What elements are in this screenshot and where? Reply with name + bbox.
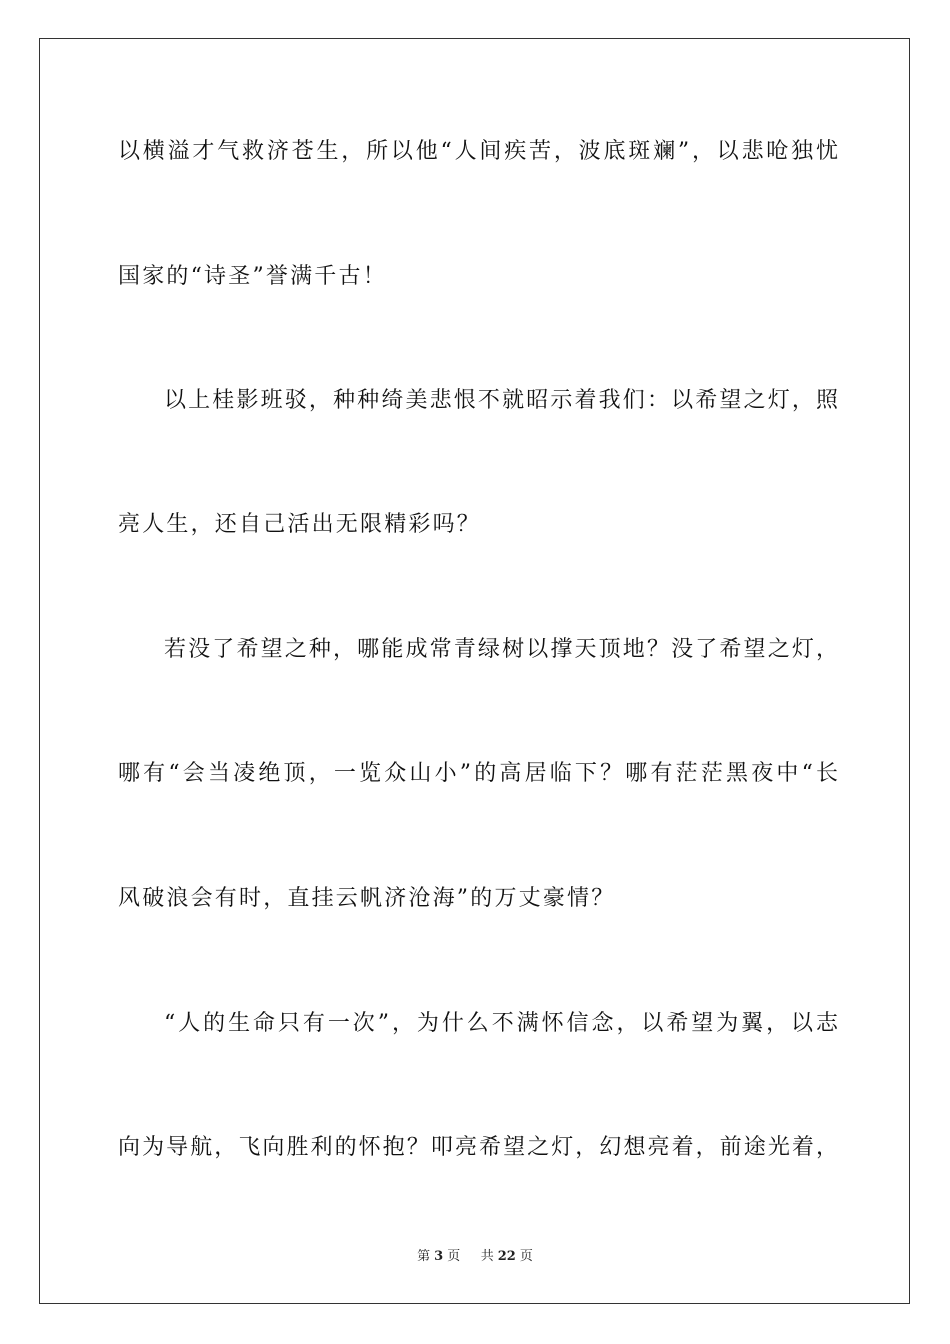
total-pages: 22 — [497, 1249, 516, 1264]
text-line-5: 若没了希望之种，哪能成常青绿树以撑天顶地？没了希望之灯， — [164, 637, 838, 662]
text-line-3: 以上桂影班驳，种种绮美悲恨不就昭示着我们：以希望之灯，照 — [164, 388, 838, 413]
text-line-1: 以横溢才气救济苍生，所以他“人间疾苦，波底斑斓”，以悲呛独忧 — [118, 139, 838, 164]
text-line-2: 国家的“诗圣”誉满千古！ — [118, 264, 387, 289]
page-border — [39, 38, 910, 1304]
page-prefix: 第 — [417, 1249, 431, 1264]
page-suffix: 页 — [447, 1249, 461, 1264]
text-line-9: 向为导航，飞向胜利的怀抱？叩亮希望之灯，幻想亮着，前途光着， — [118, 1135, 838, 1160]
page-footer — [0, 1248, 950, 1266]
text-line-8: “人的生命只有一次”，为什么不满怀信念，以希望为翼，以志 — [164, 1011, 838, 1036]
text-line-4: 亮人生，还自己活出无限精彩吗？ — [118, 512, 482, 537]
total-suffix: 页 — [519, 1249, 533, 1264]
text-line-6: 哪有“会当凌绝顶，一览众山小”的高居临下？哪有茫茫黑夜中“长 — [118, 761, 838, 786]
total-prefix: 共 — [480, 1249, 494, 1264]
page-number: 3 — [434, 1249, 444, 1264]
text-line-7: 风破浪会有时，直挂云帆济沧海”的万丈豪情？ — [118, 886, 616, 911]
